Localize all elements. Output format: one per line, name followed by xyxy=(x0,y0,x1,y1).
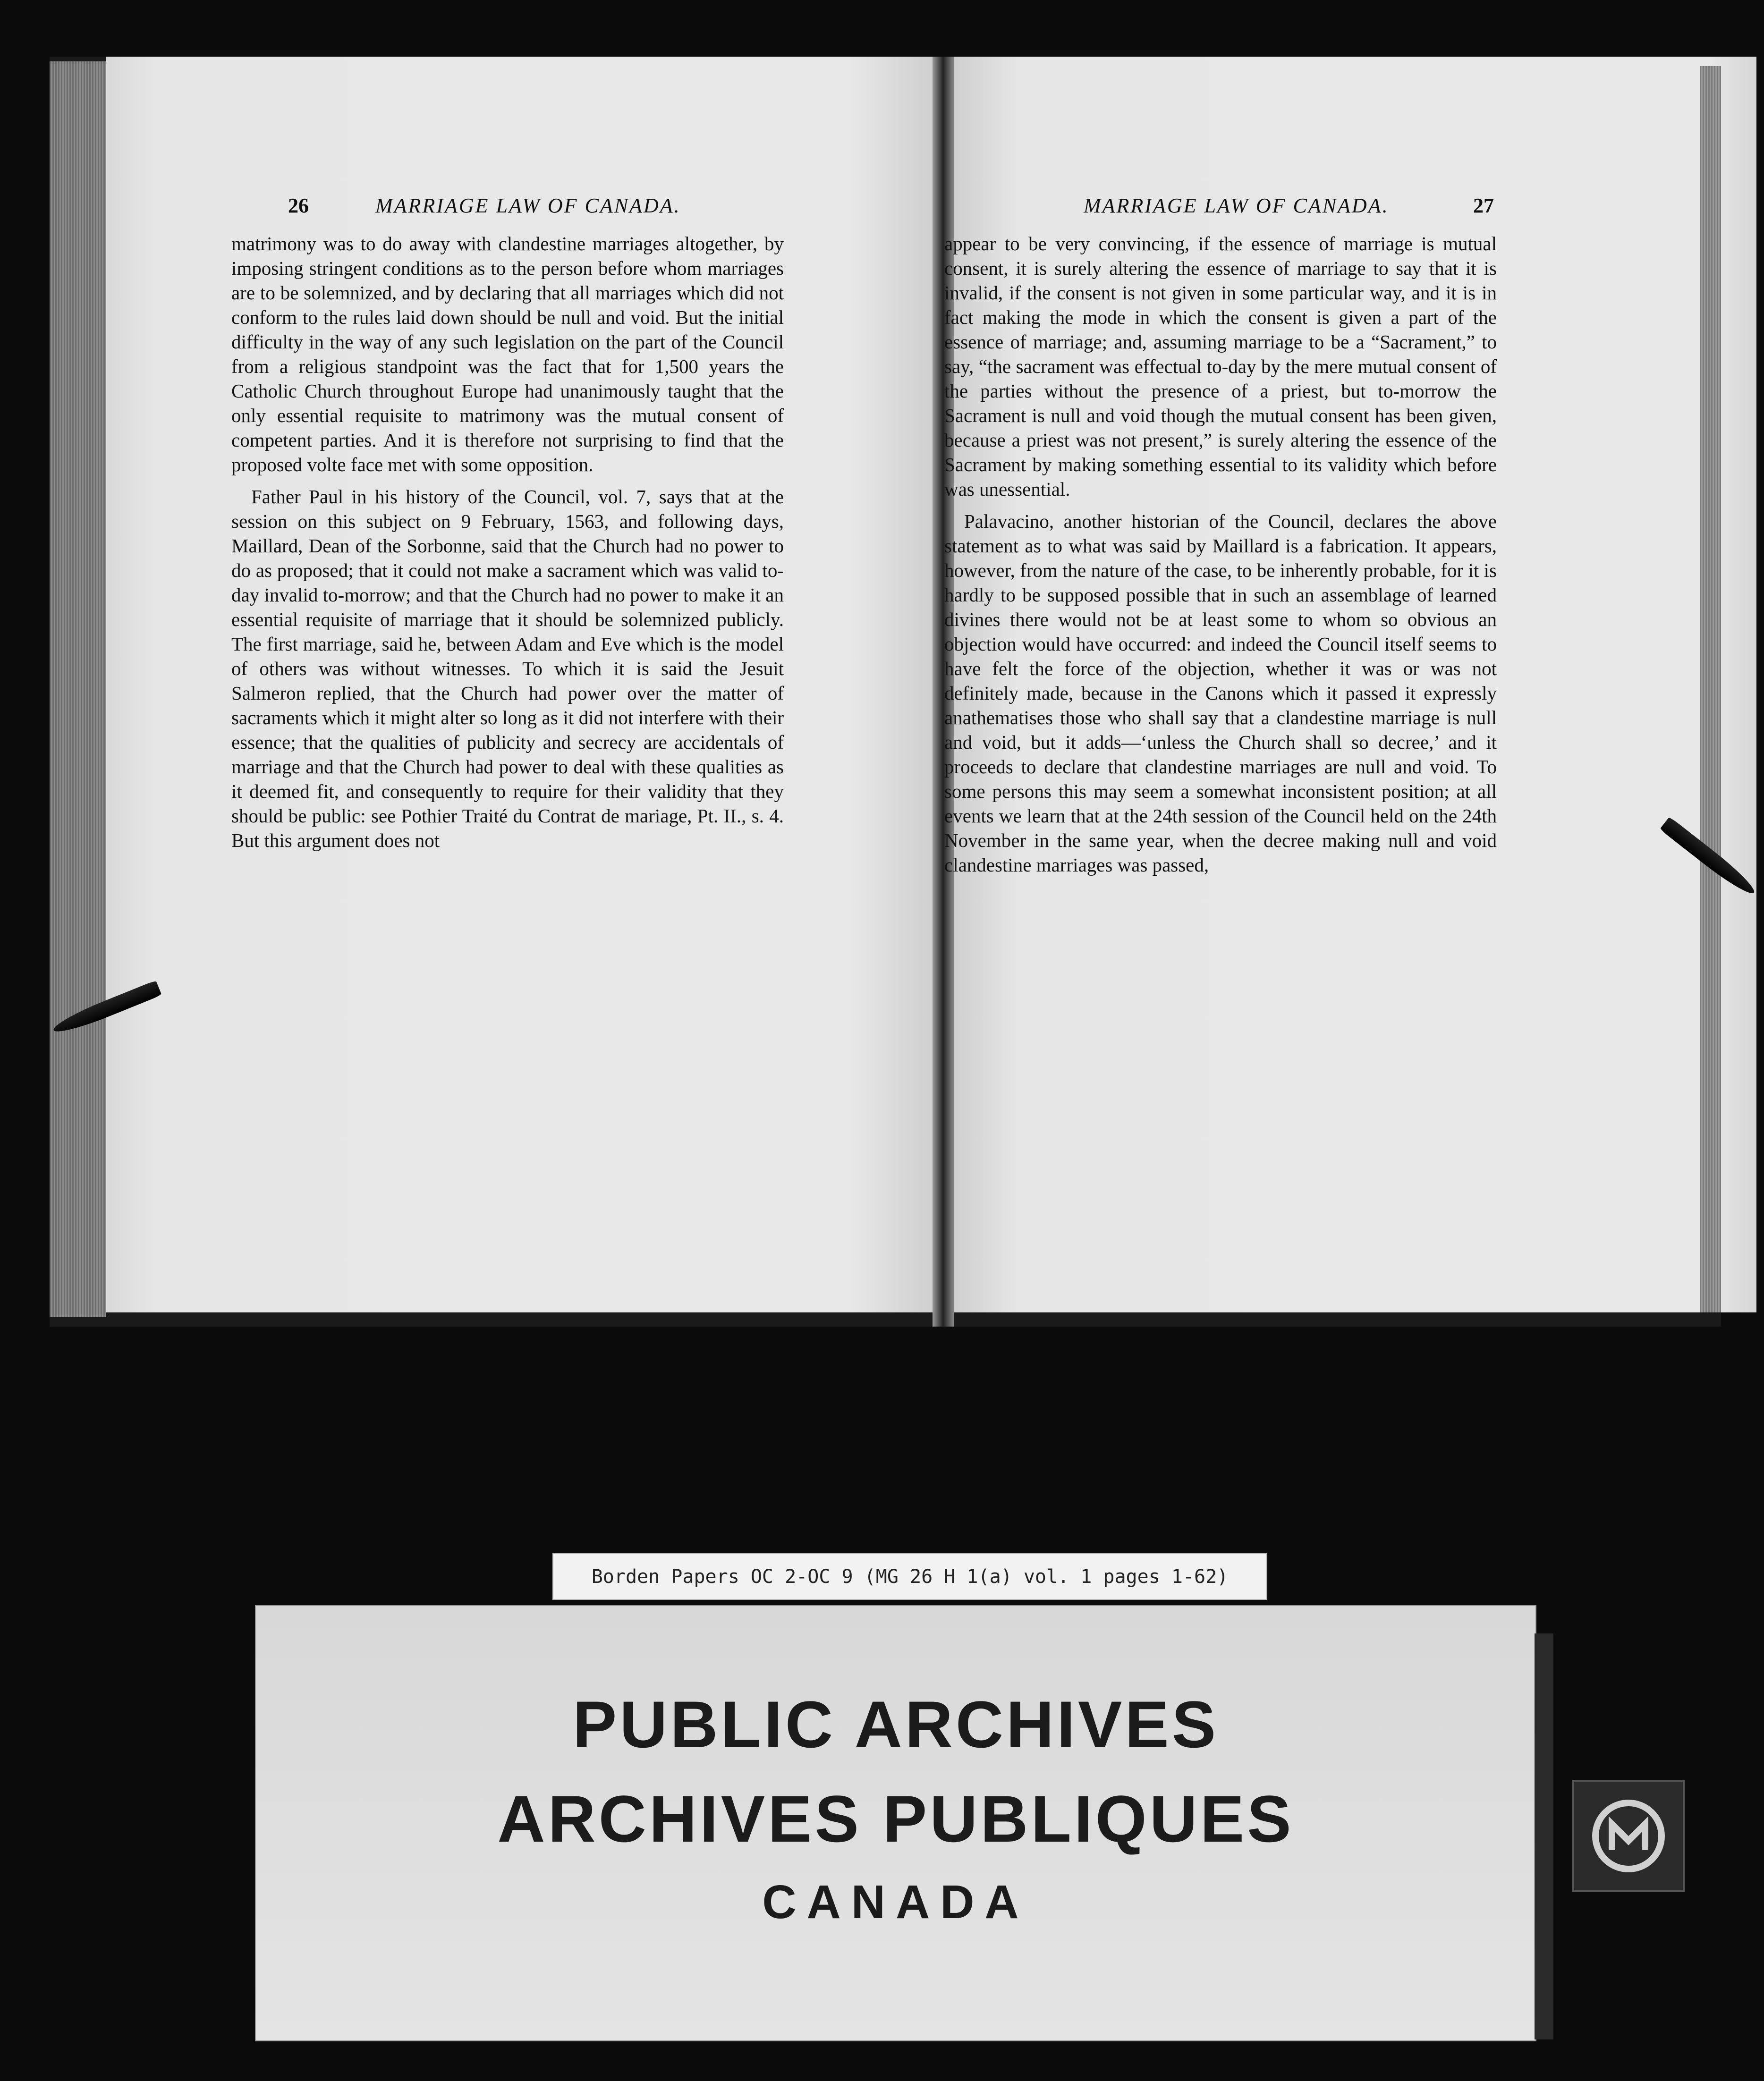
card-title-english: PUBLIC ARCHIVES xyxy=(572,1687,1219,1761)
left-paragraph-1: matrimony was to do away with clandestine marriages altogether, by imposing stringent conditions as to the person before whom marriages are to be solemnized, and by declaring that all marriages which did not conform to the rules laid down should be null and void. But the initial difficulty in the way of any such legislation on the part of the Council from a religious standpoint was the fact that for 1,500 years the Catholic Church throughout Europe had unanimously taught that the only essential requisite to matrimony was the mutual consent of competent parties. And it is therefore not surprising to find that the proposed volte face met with some opposition. xyxy=(231,233,784,475)
right-page-number: 27 xyxy=(1473,194,1494,217)
page-edges-right xyxy=(1700,66,1721,1312)
right-paragraph-2: Palavacino, another historian of the Council, declares the above statement as to what was said by Maillard is a fabrication. It appears, however, from the nature of the case, to be inherently probable, for it is hardly to be supposed possible that in such an assemblage of learned divines there would not be at least some to whom so obvious an objection would have occurred: and indeed the Council itself seems to have felt the force of the objection, whether it was or was not definitely made, because in the Canons which it passed it expressly anathematises those who shall say that a clandestine marriage is null and void, but it adds—‘unless the Church shall so decree,’ and it proceeds to declare that clandestine marriages are null and void. To some persons this may seem a somewhat inconsistent position; at all events we learn that at the 24th session of the Council held on the 24th November in the same year, when the decree making null and void clandestine marriages was passed, xyxy=(944,510,1497,876)
right-running-head: MARRIAGE LAW OF CANADA. xyxy=(1084,194,1389,217)
right-page-text xyxy=(944,231,1497,885)
left-paragraph-2: Father Paul in his history of the Council, vol. 7, says that at the session on this subject on 9 February, 1563, and following days, Maillard, Dean of the Sorbonne, said that the Church had no power to do as proposed; that it could not make a sacrament which was valid to-day invalid to-morrow; and that the Church had no power to make it an essential requisite of marriage that it should be solemnized publicly. The first marriage, said he, between Adam and Eve which is the model of others was without witnesses. To which it is said the Jesuit Salmeron replied, that the Church had power over the matter of sacraments which it might alter so long as it did not interfere with their essence; that the qualities of publicity and secrecy are accidentals of marriage and that the Church had power to deal with these qualities as it deemed fit, and consequently to require for their validity that they should be public: see Pothier Traité du Contrat de mariage, Pt. II., s. 4. But this argument does not xyxy=(231,486,784,851)
left-page-number: 26 xyxy=(288,194,309,217)
page-edges-left xyxy=(50,61,106,1317)
left-running-head: MARRIAGE LAW OF CANADA. xyxy=(375,194,681,217)
card-shadow xyxy=(1535,1633,1553,2039)
microfilm-logo-icon xyxy=(1572,1780,1685,1892)
card-country: CANADA xyxy=(762,1876,1029,1929)
left-page-text xyxy=(231,231,784,860)
right-paragraph-1: appear to be very convincing, if the essence of marriage is mutual consent, it is surely altering the essence of marriage to say that it is invalid, if the consent is not given in some particular way, and it is in fact making the mode in which the consent is given a part of the essence of marriage; and, assuming marriage to be a “Sacrament,” to say, “the sacrament was effectual to-day by the mere mutual consent of the parties without the presence of a priest, but to-morrow the Sacrament is null and void though the mutual consent has been given, because a priest was not present,” is surely altering the essence of the Sacrament by making something essential to its validity which before was unessential. xyxy=(944,233,1497,500)
archive-target-card xyxy=(255,1605,1536,2041)
call-number-strip: Borden Papers OC 2-OC 9 (MG 26 H 1(a) vol. 1 pages 1-62) xyxy=(552,1553,1267,1600)
card-title-french: ARCHIVES PUBLIQUES xyxy=(497,1782,1294,1856)
